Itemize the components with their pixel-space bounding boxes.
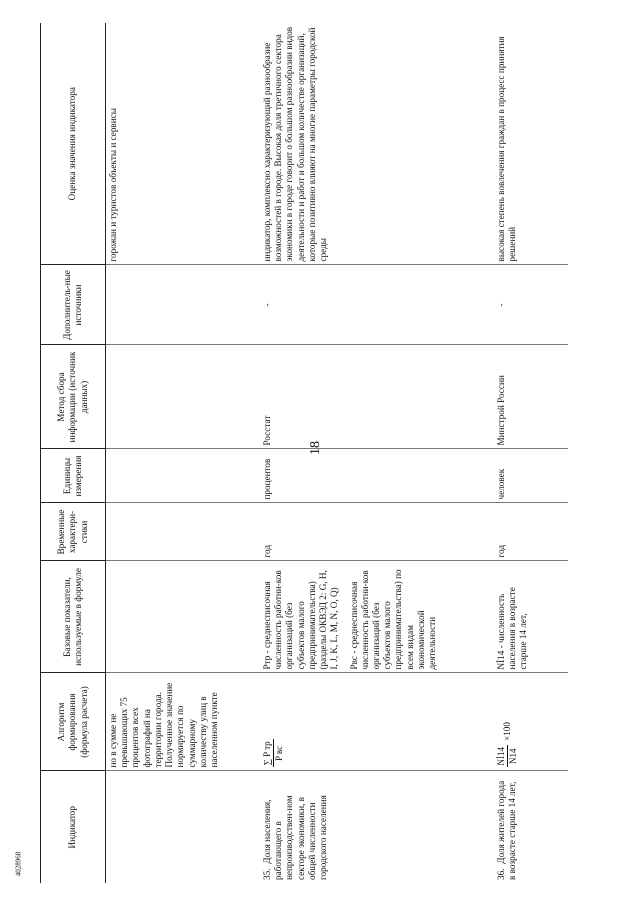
base-cell <box>106 561 261 673</box>
indicator-table <box>40 23 568 883</box>
additional-cell: - <box>494 265 568 345</box>
method-cell: Росстат <box>260 345 494 449</box>
header-algorithm: Алгоритм формирования (формула расчета) <box>41 673 106 771</box>
indicator-cell <box>106 771 261 883</box>
algorithm-cell: но в сумме не превышающих 75 процентов всех фотографий на территории города. Полученное значение нормируется по суммарному количеству улиц в населенном пункте <box>106 673 261 771</box>
page-number: 18 <box>308 441 323 455</box>
base-indicator-2: Pвс - среднесписочная численность работни-ков организаций (без субъектов малого предпринимательства) по всем видам экономической деятельности <box>348 568 438 669</box>
table-header-row <box>41 23 106 883</box>
table-row <box>106 23 261 883</box>
indicator-name: Доля жителей города в возрасте старше 14 лет, <box>496 780 518 880</box>
assessment-cell: горожан и туристов объекты и сервисы <box>106 23 261 265</box>
header-collection-method: Метод сбора информации (источник данных) <box>41 345 106 449</box>
indicator-name: Доля населения, работающего в непроизводствен-ном секторе экономики, в общей численности городского населения <box>262 794 329 880</box>
algorithm-cell <box>260 673 494 771</box>
formula-fraction <box>262 739 285 767</box>
row-number: 35. <box>262 868 272 880</box>
units-cell: процентов <box>260 449 494 503</box>
time-cell: год <box>260 503 494 561</box>
base-cell <box>260 561 494 673</box>
table-row <box>260 23 494 883</box>
row-number: 36. <box>496 868 506 880</box>
time-cell <box>106 503 261 561</box>
base-indicator-1: Pтр - среднесписочная численность работни-ков организаций (без субъектов малого предпринимательства) (разделы ОКВЭД 2: G, H, I, J, K, L, M, N, O, Q) <box>262 569 340 669</box>
document-code: 4028968 <box>14 851 23 877</box>
header-additional-sources: Дополнитель-ные источники <box>41 265 106 345</box>
header-units: Единицы измерения <box>41 449 106 503</box>
method-cell: Минстрой России <box>494 345 568 449</box>
indicator-cell <box>494 771 568 883</box>
rotated-page-content <box>40 23 600 883</box>
formula-numerator: P тр <box>262 740 272 757</box>
assessment-cell: высокая степень вовлечения граждан в процесс принятия решений <box>494 23 568 265</box>
header-assessment: Оценка значения индикатора <box>41 23 106 265</box>
additional-cell <box>106 265 261 345</box>
additional-cell: - <box>260 265 494 345</box>
indicator-cell <box>260 771 494 883</box>
formula-denominator: P вс <box>273 745 284 761</box>
sum-sign: ∑ <box>262 758 272 765</box>
table-row <box>494 23 568 883</box>
assessment-cell: индикатор, комплексно характеризующий разнообразие возможностей в городе. Высокая доля третичного сектора экономики в городе говорит о большом разнообразии видов деятельности и работ и большом количестве организаций, которые позитивно влияют на многие параметры городской среды <box>260 23 494 265</box>
formula-numerator: Nİ14 <box>496 746 506 765</box>
algorithm-cell <box>494 673 568 771</box>
formula <box>496 676 519 767</box>
units-cell: человек <box>494 449 568 503</box>
header-time-characteristics: Временные характери-стики <box>41 503 106 561</box>
header-indicator: Индикатор <box>67 805 78 848</box>
formula <box>262 676 285 767</box>
formula-multiplier: ×100 <box>501 721 512 741</box>
formula-fraction <box>496 745 519 768</box>
formula-denominator: N14 <box>507 748 518 764</box>
time-cell: год <box>494 503 568 561</box>
base-cell: Nİ14 - численность населения в возрасте старше 14 лет, <box>494 561 568 673</box>
method-cell <box>106 345 261 449</box>
units-cell <box>106 449 261 503</box>
header-base-indicators: Базовые показатели, используемые в формуле <box>41 561 106 673</box>
